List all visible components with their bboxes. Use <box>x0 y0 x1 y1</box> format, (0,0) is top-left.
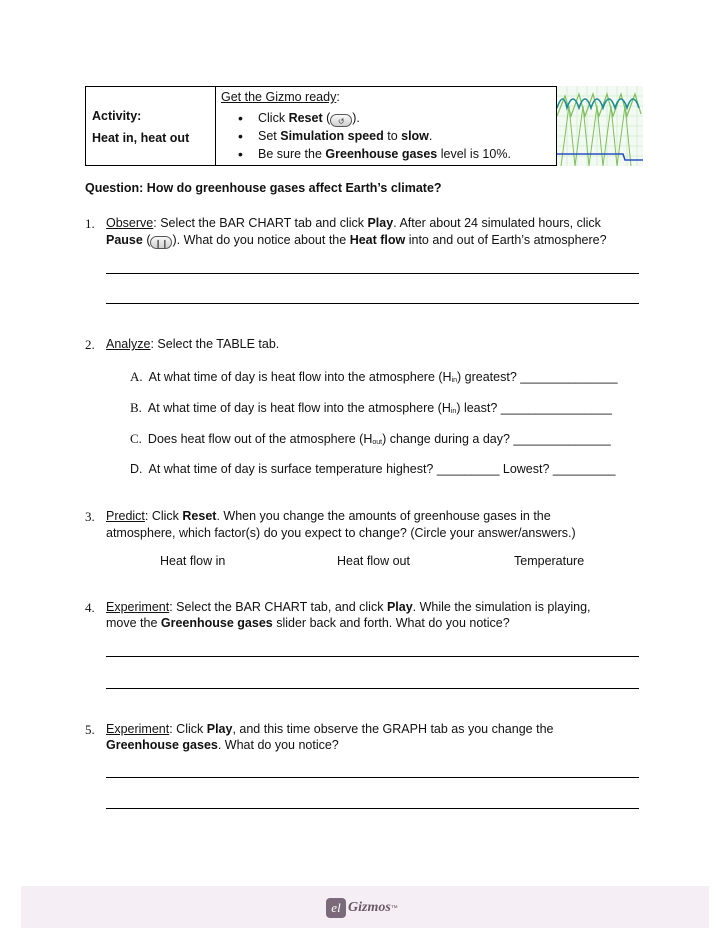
answer-line-5b[interactable] <box>106 808 639 809</box>
q2-line1: Analyze: Select the TABLE tab. <box>106 337 280 351</box>
bullet-speed: • Set Simulation speed to slow. <box>238 127 511 145</box>
reset-icon: ↺ <box>330 114 352 127</box>
q2-item-d: D. At what time of day is surface temperature highest? _________ Lowest? _________ <box>130 462 616 476</box>
q1-number: 1. <box>85 216 95 231</box>
table-divider <box>215 87 216 165</box>
answer-line-1b[interactable] <box>106 303 639 304</box>
q3-option-heat-in[interactable]: Heat flow in <box>160 554 226 568</box>
q3-option-heat-out[interactable]: Heat flow out <box>337 554 410 568</box>
q5-number: 5. <box>85 722 95 737</box>
prep-bullets <box>238 109 511 163</box>
question-heading: Question: How do greenhouse gases affect Earth’s climate? <box>85 181 442 195</box>
answer-line-4b[interactable] <box>106 688 639 689</box>
activity-table <box>85 86 557 166</box>
q3-line2: atmosphere, which factor(s) do you expect to change? (Circle your answer/answers.) <box>106 526 576 540</box>
answer-line-4a[interactable] <box>106 656 639 657</box>
q1-line2: Pause ( ❙❙ ). What do you notice about the Heat flow into and out of Earth’s atmosphere? <box>106 233 607 248</box>
gizmos-logo: el Gizmos ™ <box>326 897 398 919</box>
q2-item-b: B. At what time of day is heat flow into the atmosphere $(H_{in})$ least? ________________ <box>130 400 613 415</box>
q5-line2: Greenhouse gases. What do you notice? <box>106 738 339 752</box>
q2-item-a: A. At what time of day is heat flow into the atmosphere $(H_{in})$ greatest? ______________ <box>130 369 618 384</box>
answer-line-1a[interactable] <box>106 273 639 274</box>
q4-line1: Experiment: Select the BAR CHART tab, and click Play. While the simulation is playing, <box>106 600 591 614</box>
bullet-reset: • Click Reset ( ↺ ). <box>238 109 511 127</box>
activity-name: Heat in, heat out <box>92 131 190 145</box>
gizmos-logo-icon: el <box>326 898 346 918</box>
q4-line2: move the Greenhouse gases slider back and forth. What do you notice? <box>106 616 510 630</box>
q2-number: 2. <box>85 337 95 352</box>
pause-icon: ❙❙ <box>150 236 172 249</box>
bullet-greenhouse: • Be sure the Greenhouse gases level is 10%. <box>238 145 511 163</box>
q1-line1: Observe: Select the BAR CHART tab and click Play. After about 24 simulated hours, click <box>106 216 601 230</box>
activity-label: Activity: <box>92 109 142 123</box>
gizmo-graph-thumbnail <box>557 86 643 166</box>
q3-line1: Predict: Click Reset. When you change the amounts of greenhouse gases in the <box>106 509 551 523</box>
q3-number: 3. <box>85 509 95 524</box>
q3-option-temperature[interactable]: Temperature <box>514 554 585 568</box>
answer-line-5a[interactable] <box>106 777 639 778</box>
q5-line1: Experiment: Click Play, and this time observe the GRAPH tab as you change the <box>106 722 554 736</box>
prep-title: Get the Gizmo ready: <box>221 90 340 104</box>
q2-item-c: C. Does heat flow out of the atmosphere $(H_{out})$ change during a day? ______________ <box>130 431 611 446</box>
q4-number: 4. <box>85 600 95 615</box>
